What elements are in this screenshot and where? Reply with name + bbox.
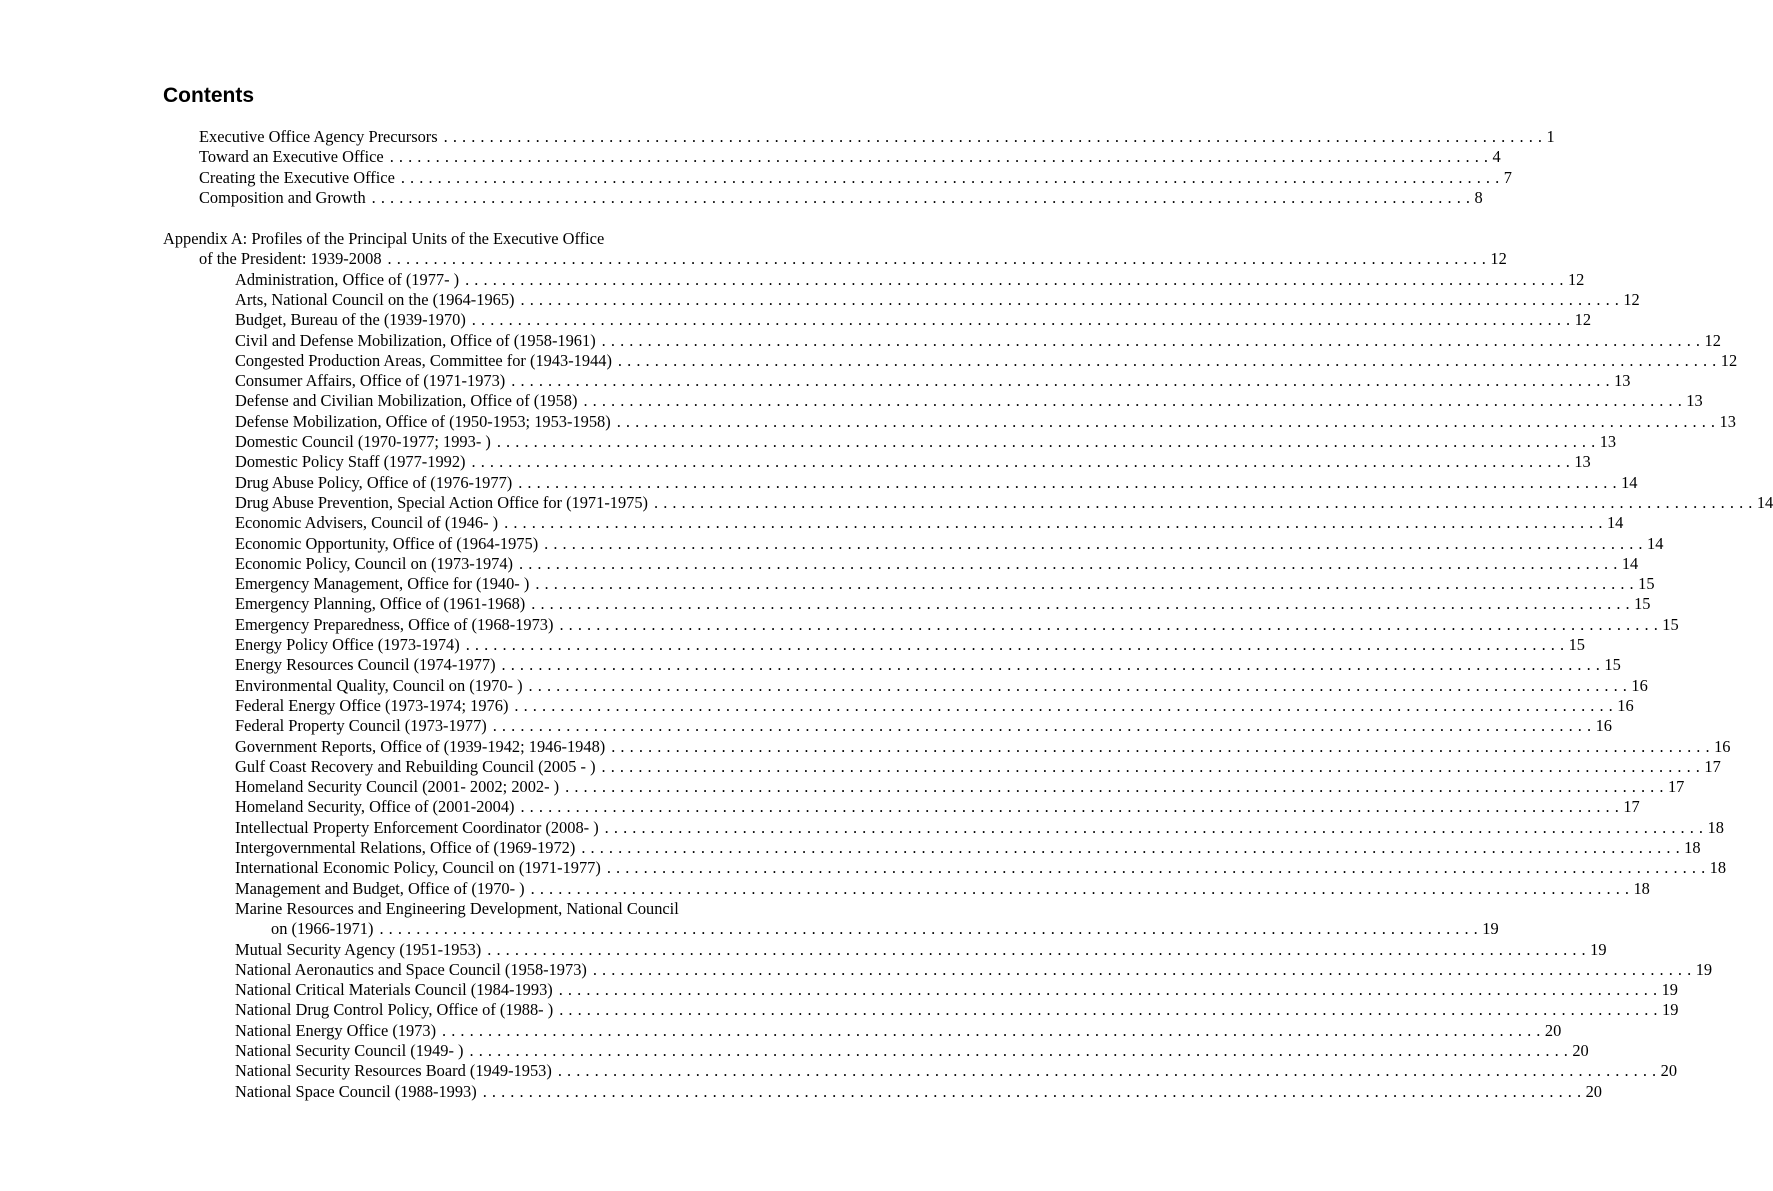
entry-title: on (1966-1971) (271, 919, 374, 939)
dot-leader: . . . . . . . . . . . . . . . . . . . . . . . . . . . . . . . . . . . . . . . . . . . . . . . . . . . . . . . . . . . . . . . . . . . . . . . . . . . . . . . . . . . . . . . . . . . . . . . . . . . . . . . . . . . . . . . . . . . . . . . . (528, 675, 1628, 695)
page-number: 20 (1572, 1041, 1589, 1060)
page-number: 13 (1686, 391, 1703, 411)
entry-title: National Security Resources Board (1949-1953) (235, 1061, 552, 1081)
dot-leader: . . . . . . . . . . . . . . . . . . . . . . . . . . . . . . . . . . . . . . . . . . . . . . . . . . . . . . . . . . . . . . . . . . . . . . . . . . . . . . . . . . . . . . . . . . . . . . . . . . . . . . . . . . . . . . . . . . . . . . . . (496, 432, 1596, 451)
dot-leader: . . . . . . . . . . . . . . . . . . . . . . . . . . . . . . . . . . . . . . . . . . . . . . . . . . . . . . . . . . . . . . . . . . . . . . . . . . . . . . . . . . . . . . . . . . . . . . . . . . . . . . . . . . . . . . . . . . . . . . . . (465, 269, 1564, 289)
entry-title: Civil and Defense Mobilization, Office of (1958-1961) (235, 330, 596, 350)
page-number: 16 (1617, 695, 1634, 715)
unit-entry[interactable] (235, 533, 1664, 554)
dot-leader: . . . . . . . . . . . . . . . . . . . . . . . . . . . . . . . . . . . . . . . . . . . . . . . . . . . . . . . . . . . . . . . . . . . . . . . . . . . . . . . . . . . . . . . . . . . . . . . . . . . . . . . . . . . . . . . . . . . . . . . . (581, 838, 1681, 857)
entry-title: Mutual Security Agency (1951-1953) (235, 939, 482, 959)
dot-leader: . . . . . . . . . . . . . . . . . . . . . . . . . . . . . . . . . . . . . . . . . . . . . . . . . . . . . . . . . . . . . . . . . . . . . . . . . . . . . . . . . . . . . . . . . . . . . . . . . . . . . . . . . . . . . . . . . . . . . . . . (559, 1000, 1659, 1020)
entry-title: Intellectual Property Enforcement Coordinator (2008- ) (235, 817, 599, 837)
entry-title: Emergency Preparedness, Office of (1968-1973) (235, 614, 554, 634)
entry-title: Intergovernmental Relations, Office of (1969-1972) (235, 838, 576, 857)
page-number: 15 (1662, 614, 1679, 634)
entry-title: Domestic Policy Staff (1977-1992) (235, 452, 466, 472)
page-number: 12 (1720, 350, 1738, 370)
dot-leader: . . . . . . . . . . . . . . . . . . . . . . . . . . . . . . . . . . . . . . . . . . . . . . . . . . . . . . . . . . . . . . . . . . . . . . . . . . . . . . . . . . . . . . . . . . . . . . . . . . . . . . . . . . . . . . . . . . . . . . . . (601, 330, 1701, 350)
unit-entry[interactable] (235, 452, 1591, 472)
entry-title: Budget, Bureau of the (1939-1970) (235, 310, 466, 330)
page-number: 14 (1647, 533, 1664, 553)
unit-entry[interactable] (235, 1041, 1589, 1061)
page-number: 18 (1709, 858, 1727, 878)
dot-leader: . . . . . . . . . . . . . . . . . . . . . . . . . . . . . . . . . . . . . . . . . . . . . . . . . . . . . . . . . . . . . . . . . . . . . . . . . . . . . . . . . . . . . . . . . . . . . . . . . . . . . . . . . . . . . . . . . . . . . . . . (501, 655, 1601, 675)
entry-title: Energy Policy Office (1973-1974) (235, 635, 460, 654)
page-number: 19 (1482, 919, 1499, 939)
page-number: 13 (1719, 411, 1736, 431)
unit-entry[interactable] (271, 919, 1499, 939)
entry-title: Consumer Affairs, Office of (1971-1973) (235, 371, 506, 391)
unit-entry[interactable] (235, 878, 1650, 899)
entry-title: International Economic Policy, Council on (1971-1977) (235, 858, 601, 878)
appendix-entry[interactable] (199, 249, 1507, 269)
dot-leader: . . . . . . . . . . . . . . . . . . . . . . . . . . . . . . . . . . . . . . . . . . . . . . . . . . . . . . . . . . . . . . . . . . . . . . . . . . . . . . . . . . . . . . . . . . . . . . . . . . . . . . . . . . . . . . . . . . . . . . . . (559, 614, 1659, 634)
dot-leader: . . . . . . . . . . . . . . . . . . . . . . . . . . . . . . . . . . . . . . . . . . . . . . . . . . . . . . . . . . . . . . . . . . . . . . . . . . . . . . . . . . . . . . . . . . . . . . . . . . . . . . . . . . . . . . . . . . . . . . . . (531, 594, 1631, 614)
unit-entry[interactable] (235, 675, 1648, 696)
unit-entry[interactable] (235, 574, 1655, 594)
entry-title: Administration, Office of (1977- ) (235, 269, 460, 289)
dot-leader: . . . . . . . . . . . . . . . . . . . . . . . . . . . . . . . . . . . . . . . . . . . . . . . . . . . . . . . . . . . . . . . . . . . . . . . . . . . . . . . . . . . . . . . . . . . . . . . . . . . . . . . . . . . . . . . . . . . . . . . . (654, 492, 1753, 512)
page-number: 15 (1638, 574, 1655, 594)
entry-title: Domestic Council (1970-1977; 1993- ) (235, 432, 491, 451)
page-number: 19 (1590, 939, 1607, 959)
page-title: Contents (163, 84, 254, 107)
dot-leader: . . . . . . . . . . . . . . . . . . . . . . . . . . . . . . . . . . . . . . . . . . . . . . . . . . . . . . . . . . . . . . . . . . . . . . . . . . . . . . . . . . . . . . . . . . . . . . . . . . . . . . . . . . . . . . . . . . . . . . . . (487, 939, 1587, 959)
dot-leader: . . . . . . . . . . . . . . . . . . . . . . . . . . . . . . . . . . . . . . . . . . . . . . . . . . . . . . . . . . . . . . . . . . . . . . . . . . . . . . . . . . . . . . . . . . . . . . . . . . . . . . . . . . . . . . . . . . . . . . . . (400, 167, 1500, 187)
dot-leader: . . . . . . . . . . . . . . . . . . . . . . . . . . . . . . . . . . . . . . . . . . . . . . . . . . . . . . . . . . . . . . . . . . . . . . . . . . . . . . . . . . . . . . . . . . . . . . . . . . . . . . . . . . . . . . . . . . . . . . . . (389, 147, 1489, 167)
entry-title: Drug Abuse Policy, Office of (1976-1977) (235, 472, 513, 492)
unit-entry[interactable] (235, 858, 1727, 878)
page-number: 12 (1567, 269, 1585, 289)
dot-leader: . . . . . . . . . . . . . . . . . . . . . . . . . . . . . . . . . . . . . . . . . . . . . . . . . . . . . . . . . . . . . . . . . . . . . . . . . . . . . . . . . . . . . . . . . . . . . . . . . . . . . . . . . . . . . . . . . . . . . . . . (519, 553, 1618, 573)
page-number: 15 (1568, 635, 1585, 654)
dot-leader: . . . . . . . . . . . . . . . . . . . . . . . . . . . . . . . . . . . . . . . . . . . . . . . . . . . . . . . . . . . . . . . . . . . . . . . . . . . . . . . . . . . . . . . . . . . . . . . . . . . . . . . . . . . . . . . . . . . . . . . . (544, 533, 1643, 553)
entry-title: Emergency Management, Office for (1940- ) (235, 574, 530, 594)
unit-entry[interactable] (235, 614, 1679, 635)
unit-entry[interactable] (235, 777, 1685, 797)
dot-leader: . . . . . . . . . . . . . . . . . . . . . . . . . . . . . . . . . . . . . . . . . . . . . . . . . . . . . . . . . . . . . . . . . . . . . . . . . . . . . . . . . . . . . . . . . . . . . . . . . . . . . . . . . . . . . . . . . . . . . . . . (583, 391, 1683, 411)
unit-entry[interactable] (235, 432, 1617, 452)
entry-title: Federal Property Council (1973-1977) (235, 716, 487, 736)
entry-title: Composition and Growth (199, 187, 366, 207)
page-number: 12 (1623, 289, 1640, 309)
entry-title: Economic Policy, Council on (1973-1974) (235, 553, 513, 573)
toc-entry[interactable] (199, 127, 1555, 147)
entry-title: Economic Advisers, Council of (1946- ) (235, 513, 499, 533)
entry-title: Defense Mobilization, Office of (1950-1953; 1953-1958) (235, 411, 611, 431)
page-number: 17 (1623, 797, 1640, 817)
entry-title: Arts, National Council on the (1964-1965) (235, 289, 515, 309)
unit-entry[interactable] (235, 695, 1634, 716)
page-number: 14 (1621, 472, 1638, 492)
entry-title: Toward an Executive Office (199, 147, 384, 167)
dot-leader: . . . . . . . . . . . . . . . . . . . . . . . . . . . . . . . . . . . . . . . . . . . . . . . . . . . . . . . . . . . . . . . . . . . . . . . . . . . . . . . . . . . . . . . . . . . . . . . . . . . . . . . . . . . . . . . . . . . . . . . . (535, 574, 1635, 594)
entry-title: Federal Energy Office (1973-1974; 1976) (235, 695, 509, 715)
dot-leader: . . . . . . . . . . . . . . . . . . . . . . . . . . . . . . . . . . . . . . . . . . . . . . . . . . . . . . . . . . . . . . . . . . . . . . . . . . . . . . . . . . . . . . . . . . . . . . . . . . . . . . . . . . . . . . . . . . . . . . . . (518, 472, 1618, 492)
unit-entry[interactable] (235, 980, 1678, 1000)
page-number: 19 (1695, 959, 1713, 979)
page-number: 20 (1544, 1020, 1562, 1040)
dot-leader: . . . . . . . . . . . . . . . . . . . . . . . . . . . . . . . . . . . . . . . . . . . . . . . . . . . . . . . . . . . . . . . . . . . . . . . . . . . . . . . . . . . . . . . . . . . . . . . . . . . . . . . . . . . . . . . . . . . . . . . . (601, 756, 1701, 776)
entry-title: National Space Council (1988-1993) (235, 1081, 477, 1101)
dot-leader: . . . . . . . . . . . . . . . . . . . . . . . . . . . . . . . . . . . . . . . . . . . . . . . . . . . . . . . . . . . . . . . . . . . . . . . . . . . . . . . . . . . . . . . . . . . . . . . . . . . . . . . . . . . . . . . . . . . . . . . . (558, 980, 1658, 1000)
unit-title-line (235, 899, 679, 919)
entry-title: Drug Abuse Prevention, Special Action Office for (1971-1975) (235, 492, 649, 512)
entry-title: National Energy Office (1973) (235, 1020, 437, 1040)
unit-entry[interactable] (235, 736, 1731, 757)
page-number: 13 (1574, 452, 1591, 472)
dot-leader: . . . . . . . . . . . . . . . . . . . . . . . . . . . . . . . . . . . . . . . . . . . . . . . . . . . . . . . . . . . . . . . . . . . . . . . . . . . . . . . . . . . . . . . . . . . . . . . . . . . . . . . . . . . . . . . . . . . . . . . . (379, 919, 1479, 939)
dot-leader: . . . . . . . . . . . . . . . . . . . . . . . . . . . . . . . . . . . . . . . . . . . . . . . . . . . . . . . . . . . . . . . . . . . . . . . . . . . . . . . . . . . . . . . . . . . . . . . . . . . . . . . . . . . . . . . . . . . . . . . . (530, 878, 1630, 898)
dot-leader: . . . . . . . . . . . . . . . . . . . . . . . . . . . . . . . . . . . . . . . . . . . . . . . . . . . . . . . . . . . . . . . . . . . . . . . . . . . . . . . . . . . . . . . . . . . . . . . . . . . . . . . . . . . . . . . . . . . . . . . . (465, 635, 1565, 654)
dot-leader: . . . . . . . . . . . . . . . . . . . . . . . . . . . . . . . . . . . . . . . . . . . . . . . . . . . . . . . . . . . . . . . . . . . . . . . . . . . . . . . . . . . . . . . . . . . . . . . . . . . . . . . . . . . . . . . . . . . . . . . . (592, 959, 1692, 979)
unit-entry[interactable] (235, 310, 1592, 330)
dot-leader: . . . . . . . . . . . . . . . . . . . . . . . . . . . . . . . . . . . . . . . . . . . . . . . . . . . . . . . . . . . . . . . . . . . . . . . . . . . . . . . . . . . . . . . . . . . . . . . . . . . . . . . . . . . . . . . . . . . . . . . . (511, 371, 1611, 391)
unit-entry[interactable] (235, 411, 1736, 432)
unit-entry[interactable] (235, 939, 1607, 960)
page-number: 12 (1490, 249, 1507, 269)
page-number: 20 (1585, 1081, 1602, 1101)
entry-title: Emergency Planning, Office of (1961-1968) (235, 594, 526, 614)
toc-entry[interactable] (199, 147, 1501, 167)
unit-entry[interactable] (235, 594, 1651, 614)
page-number: 1 (1546, 127, 1555, 146)
page-number: 16 (1714, 736, 1731, 756)
dot-leader: . . . . . . . . . . . . . . . . . . . . . . . . . . . . . . . . . . . . . . . . . . . . . . . . . . . . . . . . . . . . . . . . . . . . . . . . . . . . . . . . . . . . . . . . . . . . . . . . . . . . . . . . . . . . . . . . . . . . . . . . (604, 817, 1704, 837)
page-number: 14 (1606, 513, 1624, 533)
unit-entry[interactable] (235, 1020, 1562, 1041)
entry-title: Management and Budget, Office of (1970- ) (235, 878, 525, 898)
dot-leader: . . . . . . . . . . . . . . . . . . . . . . . . . . . . . . . . . . . . . . . . . . . . . . . . . . . . . . . . . . . . . . . . . . . . . . . . . . . . . . . . . . . . . . . . . . . . . . . . . . . . . . . . . . . . . . . . . . . . . . . . (469, 1041, 1569, 1060)
page-number: 12 (1574, 310, 1592, 330)
unit-entry[interactable] (235, 350, 1738, 371)
dot-leader: . . . . . . . . . . . . . . . . . . . . . . . . . . . . . . . . . . . . . . . . . . . . . . . . . . . . . . . . . . . . . . . . . . . . . . . . . . . . . . . . . . . . . . . . . . . . . . . . . . . . . . . . . . . . . . . . . . . . . . . . (606, 858, 1706, 878)
unit-entry[interactable] (235, 838, 1701, 858)
entry-title: National Critical Materials Council (1984-1993) (235, 980, 553, 1000)
dot-leader: . . . . . . . . . . . . . . . . . . . . . . . . . . . . . . . . . . . . . . . . . . . . . . . . . . . . . . . . . . . . . . . . . . . . . . . . . . . . . . . . . . . . . . . . . . . . . . . . . . . . . . . . . . . . . . . . . . . . . . . . (482, 1081, 1582, 1101)
dot-leader: . . . . . . . . . . . . . . . . . . . . . . . . . . . . . . . . . . . . . . . . . . . . . . . . . . . . . . . . . . . . . . . . . . . . . . . . . . . . . . . . . . . . . . . . . . . . . . . . . . . . . . . . . . . . . . . . . . . . . . . . (520, 289, 1620, 309)
dot-leader: . . . . . . . . . . . . . . . . . . . . . . . . . . . . . . . . . . . . . . . . . . . . . . . . . . . . . . . . . . . . . . . . . . . . . . . . . . . . . . . . . . . . . . . . . . . . . . . . . . . . . . . . . . . . . . . . . . . . . . . . (443, 127, 1543, 146)
page-number: 20 (1660, 1061, 1678, 1081)
entry-title: Homeland Security, Office of (2001-2004) (235, 797, 515, 817)
dot-leader: . . . . . . . . . . . . . . . . . . . . . . . . . . . . . . . . . . . . . . . . . . . . . . . . . . . . . . . . . . . . . . . . . . . . . . . . . . . . . . . . . . . . . . . . . . . . . . . . . . . . . . . . . . . . . . . . . . . . . . . . (520, 797, 1620, 817)
page-number: 19 (1661, 980, 1678, 1000)
dot-leader: . . . . . . . . . . . . . . . . . . . . . . . . . . . . . . . . . . . . . . . . . . . . . . . . . . . . . . . . . . . . . . . . . . . . . . . . . . . . . . . . . . . . . . . . . . . . . . . . . . . . . . . . . . . . . . . . . . . . . . . . (611, 736, 1711, 756)
page-number: 13 (1614, 371, 1631, 391)
unit-entry[interactable] (235, 1081, 1602, 1102)
page-number: 13 (1599, 432, 1617, 451)
unit-entry[interactable] (235, 472, 1638, 493)
dot-leader: . . . . . . . . . . . . . . . . . . . . . . . . . . . . . . . . . . . . . . . . . . . . . . . . . . . . . . . . . . . . . . . . . . . . . . . . . . . . . . . . . . . . . . . . . . . . . . . . . . . . . . . . . . . . . . . . . . . . . . . . (471, 452, 1571, 472)
entry-title: Defense and Civilian Mobilization, Office of (1958) (235, 391, 578, 411)
unit-entry[interactable] (235, 635, 1585, 655)
entry-title: Environmental Quality, Council on (1970- ) (235, 675, 523, 695)
entry-title: Homeland Security Council (2001- 2002; 2002- ) (235, 777, 560, 797)
page-number: 18 (1633, 878, 1650, 898)
unit-entry[interactable] (235, 330, 1721, 351)
page-number: 7 (1503, 167, 1512, 187)
entry-title: Executive Office Agency Precursors (199, 127, 438, 146)
dot-leader: . . . . . . . . . . . . . . . . . . . . . . . . . . . . . . . . . . . . . . . . . . . . . . . . . . . . . . . . . . . . . . . . . . . . . . . . . . . . . . . . . . . . . . . . . . . . . . . . . . . . . . . . . . . . . . . . . . . . . . . . (557, 1061, 1657, 1081)
unit-entry[interactable] (235, 371, 1631, 391)
unit-entry[interactable] (235, 289, 1640, 310)
dot-leader: . . . . . . . . . . . . . . . . . . . . . . . . . . . . . . . . . . . . . . . . . . . . . . . . . . . . . . . . . . . . . . . . . . . . . . . . . . . . . . . . . . . . . . . . . . . . . . . . . . . . . . . . . . . . . . . . . . . . . . . . (442, 1020, 1541, 1040)
page-number: 12 (1704, 330, 1721, 350)
dot-leader: . . . . . . . . . . . . . . . . . . . . . . . . . . . . . . . . . . . . . . . . . . . . . . . . . . . . . . . . . . . . . . . . . . . . . . . . . . . . . . . . . . . . . . . . . . . . . . . . . . . . . . . . . . . . . . . . . . . . . . . . (387, 249, 1487, 269)
dot-leader: . . . . . . . . . . . . . . . . . . . . . . . . . . . . . . . . . . . . . . . . . . . . . . . . . . . . . . . . . . . . . . . . . . . . . . . . . . . . . . . . . . . . . . . . . . . . . . . . . . . . . . . . . . . . . . . . . . . . . . . . (492, 716, 1592, 736)
dot-leader: . . . . . . . . . . . . . . . . . . . . . . . . . . . . . . . . . . . . . . . . . . . . . . . . . . . . . . . . . . . . . . . . . . . . . . . . . . . . . . . . . . . . . . . . . . . . . . . . . . . . . . . . . . . . . . . . . . . . . . . . (514, 695, 1614, 715)
entry-title: Economic Opportunity, Office of (1964-1975) (235, 533, 539, 553)
page-number: 16 (1631, 675, 1648, 695)
unit-entry[interactable] (235, 492, 1773, 513)
page-number: 17 (1667, 777, 1685, 797)
page-number: 19 (1662, 1000, 1679, 1020)
entry-title: Gulf Coast Recovery and Rebuilding Council (2005 - ) (235, 756, 596, 776)
unit-entry[interactable] (235, 655, 1621, 675)
dot-leader: . . . . . . . . . . . . . . . . . . . . . . . . . . . . . . . . . . . . . . . . . . . . . . . . . . . . . . . . . . . . . . . . . . . . . . . . . . . . . . . . . . . . . . . . . . . . . . . . . . . . . . . . . . . . . . . . . . . . . . . . (616, 411, 1716, 431)
dot-leader: . . . . . . . . . . . . . . . . . . . . . . . . . . . . . . . . . . . . . . . . . . . . . . . . . . . . . . . . . . . . . . . . . . . . . . . . . . . . . . . . . . . . . . . . . . . . . . . . . . . . . . . . . . . . . . . . . . . . . . . . (504, 513, 1603, 533)
entry-title: Creating the Executive Office (199, 167, 395, 187)
dot-leader: . . . . . . . . . . . . . . . . . . . . . . . . . . . . . . . . . . . . . . . . . . . . . . . . . . . . . . . . . . . . . . . . . . . . . . . . . . . . . . . . . . . . . . . . . . . . . . . . . . . . . . . . . . . . . . . . . . . . . . . . (617, 350, 1717, 370)
appendix-title (163, 229, 604, 249)
page-number: 17 (1704, 756, 1721, 776)
page-number: 8 (1474, 187, 1483, 207)
dot-leader: . . . . . . . . . . . . . . . . . . . . . . . . . . . . . . . . . . . . . . . . . . . . . . . . . . . . . . . . . . . . . . . . . . . . . . . . . . . . . . . . . . . . . . . . . . . . . . . . . . . . . . . . . . . . . . . . . . . . . . . . (565, 777, 1664, 797)
entry-title: Government Reports, Office of (1939-1942; 1946-1948) (235, 736, 606, 756)
entry-title: National Drug Control Policy, Office of (1988- ) (235, 1000, 554, 1020)
entry-title: National Security Council (1949- ) (235, 1041, 464, 1060)
entry-title: Energy Resources Council (1974-1977) (235, 655, 496, 675)
unit-entry[interactable] (235, 553, 1639, 574)
unit-entry[interactable] (235, 716, 1612, 736)
page-number: 4 (1492, 147, 1501, 167)
unit-entry[interactable] (235, 513, 1624, 533)
unit-entry[interactable] (235, 817, 1724, 838)
entry-title: Congested Production Areas, Committee for (1943-1944) (235, 350, 612, 370)
page-number: 18 (1707, 817, 1724, 837)
entry-title: National Aeronautics and Space Council (1958-1973) (235, 959, 587, 979)
page-number: 15 (1634, 594, 1651, 614)
entry-title: Appendix A: Profiles of the Principal Units of the Executive Office (163, 229, 605, 248)
page-number: 15 (1604, 655, 1621, 675)
unit-entry[interactable] (235, 1000, 1679, 1020)
unit-entry[interactable] (235, 959, 1713, 980)
dot-leader: . . . . . . . . . . . . . . . . . . . . . . . . . . . . . . . . . . . . . . . . . . . . . . . . . . . . . . . . . . . . . . . . . . . . . . . . . . . . . . . . . . . . . . . . . . . . . . . . . . . . . . . . . . . . . . . . . . . . . . . . (471, 310, 1571, 330)
page-number: 14 (1621, 553, 1639, 573)
entry-title: of the President: 1939-2008 (199, 249, 382, 269)
unit-entry[interactable] (235, 756, 1721, 777)
unit-entry[interactable] (235, 269, 1585, 290)
unit-entry[interactable] (235, 797, 1640, 817)
page-number: 14 (1756, 492, 1773, 512)
page-number: 16 (1595, 716, 1612, 736)
unit-entry[interactable] (235, 1061, 1678, 1081)
toc-entry[interactable] (199, 167, 1512, 188)
dot-leader: . . . . . . . . . . . . . . . . . . . . . . . . . . . . . . . . . . . . . . . . . . . . . . . . . . . . . . . . . . . . . . . . . . . . . . . . . . . . . . . . . . . . . . . . . . . . . . . . . . . . . . . . . . . . . . . . . . . . . . . . (371, 187, 1471, 207)
toc-entry[interactable] (199, 187, 1483, 208)
entry-title: Marine Resources and Engineering Development, National Council (235, 898, 679, 918)
unit-entry[interactable] (235, 391, 1703, 411)
page-number: 18 (1684, 838, 1701, 857)
